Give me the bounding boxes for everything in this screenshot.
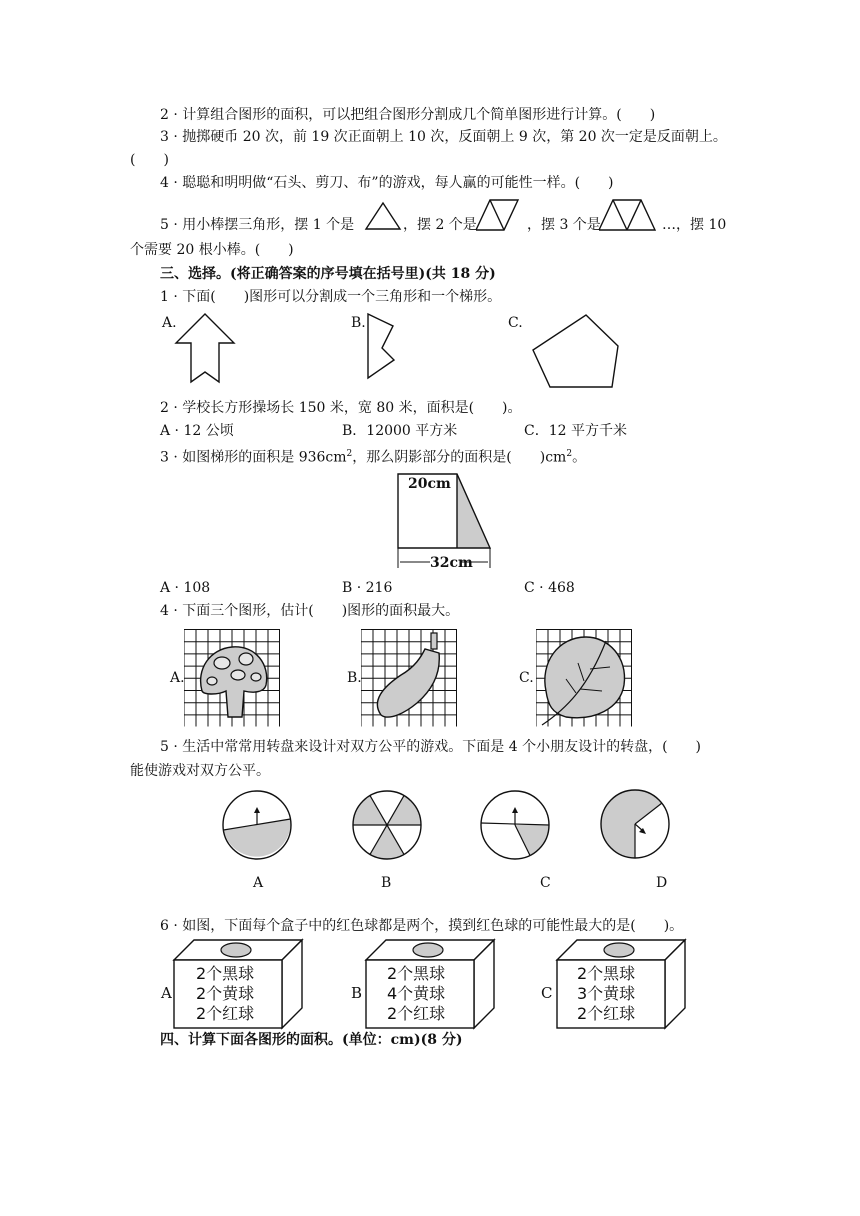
judge-q5-part-c: ，摆 3 个是 [527,217,601,233]
section3-heading: 三、选择。(将正确答案的序号填在括号里)(共 18 分) [160,266,496,282]
arrow-shape-figure [170,310,240,386]
s3-q2-stem: 2 · 学校长方形操场长 150 米，宽 80 米，面积是( )。 [160,400,522,416]
box-a-line2: 2个黄球 [196,984,255,1003]
judge-q5-part-a: 5 · 用小棒摆三角形，摆 1 个是 [160,217,355,233]
judge-q5-part-d: …，摆 10 [662,217,727,233]
s3-q1-label-b: B. [351,315,366,331]
box-c-line2: 3个黄球 [577,984,636,1003]
spinner-a-label: A [253,875,264,891]
s3-q5-line2: 能使游戏对双方公平。 [130,763,270,779]
leaf-grid-figure [536,629,632,727]
spinner-a [220,788,294,862]
judge-q4: 4 · 聪聪和明明做“石头、剪刀、布”的游戏，每人赢的可能性一样。( ) [160,175,614,191]
s3-q6-stem: 6 · 如图，下面每个盒子中的红色球都是两个，摸到红色球的可能性最大的是( )。 [160,918,684,934]
box-a-label: A [161,984,172,1002]
judge-q3-bracket: ( ) [130,152,169,168]
s3-q3-option-a: A · 108 [160,580,211,596]
three-triangles-figure [597,198,663,232]
s3-q3-stem [160,444,586,468]
box-a-line3: 2个红球 [196,1004,255,1023]
s3-q3-stem-a: 3 · 如图梯形的面积是 936cm [160,449,347,466]
s3-q3-option-c: C · 468 [524,580,575,596]
box-c-line3: 2个红球 [577,1004,636,1023]
spinner-c-label: C [540,875,551,891]
s3-q3-sup2: 2 [566,449,573,459]
s3-q1-stem: 1 · 下面( )图形可以分割成一个三角形和一个梯形。 [160,289,502,305]
pentagon-figure [528,312,624,392]
s3-q3-stem-b: ，那么阴影部分的面积是( )cm [352,449,567,466]
s3-q2-option-a: A · 12 公顷 [160,423,234,439]
section4-heading: 四、计算下面各图形的面积。(单位：cm)(8 分) [160,1032,463,1048]
s3-q2-option-c: C．12 平方千米 [524,423,627,439]
bolt-shape-figure [360,310,400,382]
judge-q5-part-b: ，摆 2 个是 [403,217,477,233]
box-b-line1: 2个黑球 [387,964,446,983]
s3-q4-label-c: C. [519,670,534,686]
box-c-line1: 2个黑球 [577,964,636,983]
s3-q3-stem-c: 。 [572,449,587,466]
s3-q1-label-a: A. [162,315,177,331]
box-a-line1: 2个黑球 [196,964,255,983]
one-triangle-figure [364,201,402,231]
spinner-b [350,788,424,862]
mushroom-grid-figure [184,629,280,727]
s3-q3-option-b: B · 216 [342,580,393,596]
s3-q4-label-a: A. [170,670,185,686]
box-c-label: C [541,984,553,1002]
box-b-line3: 2个红球 [387,1004,446,1023]
spinner-b-label: B [381,875,392,891]
s3-q4-label-b: B. [347,670,362,686]
judge-q5-line2: 个需要 20 根小棒。( ) [130,242,294,258]
box-b-label: B [351,984,363,1002]
spinner-c [478,788,552,862]
bottom-length-label: 32cm [430,555,473,571]
judge-q2: 2 · 计算组合图形的面积，可以把组合图形分割成几个简单图形进行计算。( ) [160,107,656,123]
judge-q3: 3 · 抛掷硬币 20 次，前 19 次正面朝上 10 次，反面朝上 9 次，第 20 次一定是反面朝上。 [160,129,727,145]
s3-q4-stem: 4 · 下面三个图形，估计( )图形的面积最大。 [160,603,460,619]
eggplant-grid-figure [361,629,457,727]
box-b-line2: 4个黄球 [387,984,446,1003]
trapezoid-figure [392,468,496,572]
s3-q3-sup: 2 [346,449,353,459]
spinner-d-label: D [656,875,668,891]
s3-q5-line1: 5 · 生活中常常用转盘来设计对双方公平的游戏。下面是 4 个小朋友设计的转盘，( ) [160,739,701,755]
top-length-label: 20cm [408,476,451,492]
spinner-d [597,786,673,862]
s3-q2-option-b: B．12000 平方米 [342,423,458,439]
two-triangles-figure [474,198,524,232]
s3-q1-label-c: C. [508,315,523,331]
